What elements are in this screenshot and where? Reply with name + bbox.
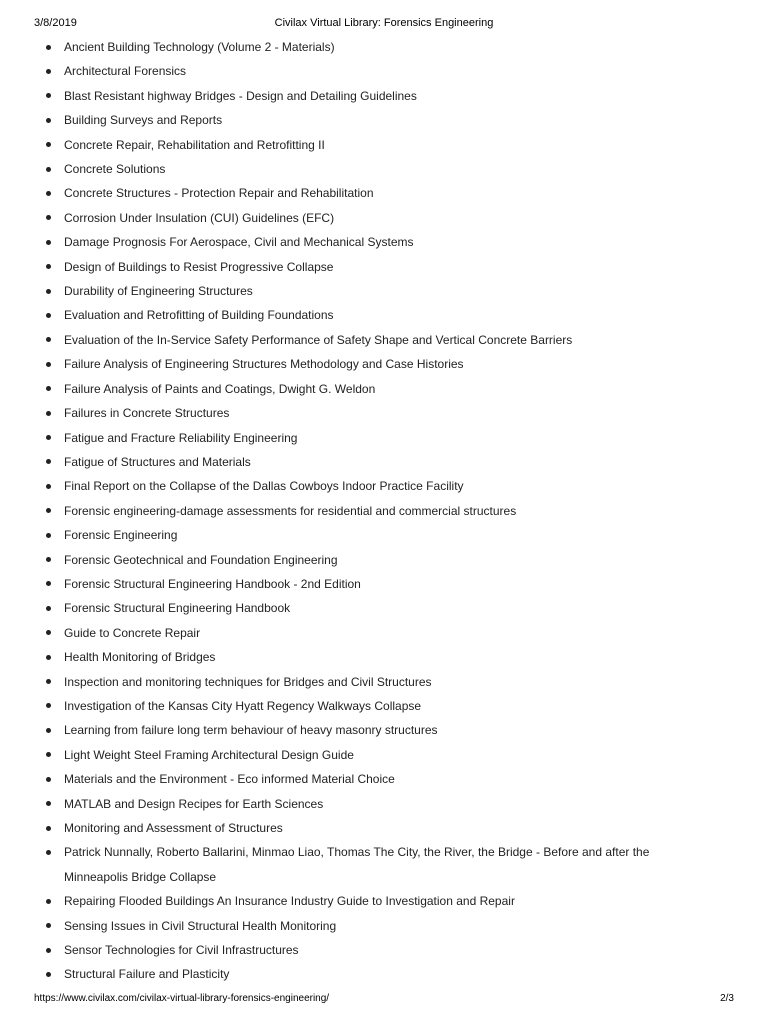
print-date: 3/8/2019	[34, 17, 77, 29]
list-item[interactable]: Forensic engineering-damage assessments for residential and commercial structures	[0, 499, 700, 523]
page-url[interactable]: https://www.civilax.com/civilax-virtual-library-forensics-engineering/	[34, 993, 330, 1004]
page-number: 2/3	[720, 993, 734, 1004]
list-item[interactable]: Evaluation of the In-Service Safety Performance of Safety Shape and Vertical Concrete Barriers	[0, 328, 700, 352]
list-item[interactable]: Materials and the Environment - Eco informed Material Choice	[0, 767, 700, 791]
list-item[interactable]: Final Report on the Collapse of the Dallas Cowboys Indoor Practice Facility	[0, 474, 700, 498]
list-item[interactable]: Learning from failure long term behaviour of heavy masonry structures	[0, 718, 700, 742]
list-item[interactable]: Failure Analysis of Paints and Coatings, Dwight G. Weldon	[0, 377, 700, 401]
list-item[interactable]: Fatigue of Structures and Materials	[0, 450, 700, 474]
page-title: Civilax Virtual Library: Forensics Engineering	[274, 17, 494, 29]
list-item[interactable]: Forensic Structural Engineering Handbook - 2nd Edition	[0, 572, 700, 596]
list-item[interactable]: Forensic Geotechnical and Foundation Engineering	[0, 548, 700, 572]
list-item[interactable]: Evaluation and Retrofitting of Building Foundations	[0, 303, 700, 327]
list-item[interactable]: Architectural Forensics	[0, 59, 700, 83]
list-item[interactable]: Guide to Concrete Repair	[0, 621, 700, 645]
list-item[interactable]: Durability of Engineering Structures	[0, 279, 700, 303]
list-item[interactable]: Sensor Technologies for Civil Infrastructures	[0, 938, 700, 962]
list-item[interactable]: Blast Resistant highway Bridges - Design and Detailing Guidelines	[0, 84, 700, 108]
list-item[interactable]: Corrosion Under Insulation (CUI) Guidelines (EFC)	[0, 206, 700, 230]
list-item[interactable]: Inspection and monitoring techniques for Bridges and Civil Structures	[0, 670, 700, 694]
list-item[interactable]: Building Surveys and Reports	[0, 108, 700, 132]
list-item[interactable]: Damage Prognosis For Aerospace, Civil and Mechanical Systems	[0, 230, 700, 254]
list-item[interactable]: Fatigue and Fracture Reliability Engineering	[0, 426, 700, 450]
list-item[interactable]: MATLAB and Design Recipes for Earth Sciences	[0, 792, 700, 816]
list-item[interactable]: Patrick Nunnally, Roberto Ballarini, Minmao Liao, Thomas The City, the River, the Bridge - Before and after the Minneapolis Bridge Collapse	[0, 840, 700, 889]
list-item[interactable]: Repairing Flooded Buildings An Insurance Industry Guide to Investigation and Repair	[0, 889, 700, 913]
print-header	[34, 17, 734, 31]
list-item[interactable]: Concrete Structures - Protection Repair and Rehabilitation	[0, 181, 700, 205]
list-item[interactable]: Concrete Solutions	[0, 157, 700, 181]
list-item[interactable]: Sensing Issues in Civil Structural Health Monitoring	[0, 914, 700, 938]
list-item[interactable]: Structural Failure and Plasticity	[0, 962, 700, 986]
print-footer	[34, 993, 734, 1007]
list-item[interactable]: Health Monitoring of Bridges	[0, 645, 700, 669]
list-item[interactable]: Forensic Structural Engineering Handbook	[0, 596, 700, 620]
list-item[interactable]: Investigation of the Kansas City Hyatt Regency Walkways Collapse	[0, 694, 700, 718]
list-item[interactable]: Design of Buildings to Resist Progressive Collapse	[0, 255, 700, 279]
list-item[interactable]: Forensic Engineering	[0, 523, 700, 547]
list-item[interactable]: Ancient Building Technology (Volume 2 - Materials)	[0, 35, 700, 59]
list-item[interactable]: Monitoring and Assessment of Structures	[0, 816, 700, 840]
book-list	[0, 35, 700, 987]
list-item[interactable]: Failures in Concrete Structures	[0, 401, 700, 425]
list-item[interactable]: Concrete Repair, Rehabilitation and Retrofitting II	[0, 133, 700, 157]
list-item[interactable]: Failure Analysis of Engineering Structures Methodology and Case Histories	[0, 352, 700, 376]
list-item[interactable]: Light Weight Steel Framing Architectural Design Guide	[0, 743, 700, 767]
